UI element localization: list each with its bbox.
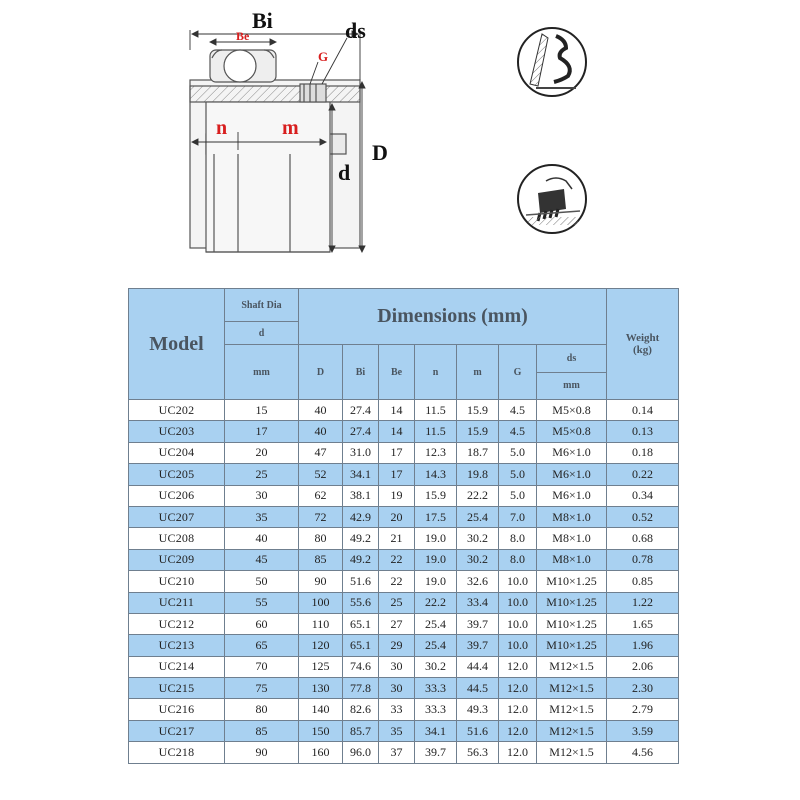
cell-weight: 0.78 xyxy=(607,549,679,570)
cell-m: 56.3 xyxy=(457,742,499,763)
cell-shaft-dia: 40 xyxy=(225,528,299,549)
cell-Be: 33 xyxy=(379,699,415,720)
cell-weight: 2.30 xyxy=(607,678,679,699)
cell-weight: 0.34 xyxy=(607,485,679,506)
cell-weight: 0.22 xyxy=(607,464,679,485)
cell-weight: 1.22 xyxy=(607,592,679,613)
cell-model: UC202 xyxy=(129,400,225,421)
cell-D: 47 xyxy=(299,442,343,463)
label-n: n xyxy=(216,117,228,139)
cell-G: 10.0 xyxy=(499,592,537,613)
cell-model: UC217 xyxy=(129,720,225,741)
cell-Be: 22 xyxy=(379,571,415,592)
cell-G: 12.0 xyxy=(499,678,537,699)
cell-n: 19.0 xyxy=(415,571,457,592)
cell-Bi: 77.8 xyxy=(343,678,379,699)
cell-Bi: 49.2 xyxy=(343,528,379,549)
table-row xyxy=(129,528,679,549)
label-g: G xyxy=(318,49,329,64)
cell-Be: 14 xyxy=(379,400,415,421)
cell-m: 44.4 xyxy=(457,656,499,677)
cell-Be: 22 xyxy=(379,549,415,570)
cell-weight: 3.59 xyxy=(607,720,679,741)
cell-D: 130 xyxy=(299,678,343,699)
cell-shaft-dia: 75 xyxy=(225,678,299,699)
cell-G: 4.5 xyxy=(499,400,537,421)
cell-Bi: 27.4 xyxy=(343,421,379,442)
cell-n: 25.4 xyxy=(415,613,457,634)
seal-detail-bottom-icon xyxy=(516,163,588,235)
cell-D: 52 xyxy=(299,464,343,485)
cell-m: 44.5 xyxy=(457,678,499,699)
cell-m: 30.2 xyxy=(457,528,499,549)
cell-ds: M10×1.25 xyxy=(537,613,607,634)
cell-weight: 1.65 xyxy=(607,613,679,634)
cell-shaft-dia: 55 xyxy=(225,592,299,613)
cell-Bi: 31.0 xyxy=(343,442,379,463)
cell-Be: 14 xyxy=(379,421,415,442)
cell-Be: 25 xyxy=(379,592,415,613)
cell-Be: 17 xyxy=(379,442,415,463)
table-row xyxy=(129,592,679,613)
cell-weight: 2.06 xyxy=(607,656,679,677)
label-d-shaft: d xyxy=(338,160,351,185)
cell-shaft-dia: 20 xyxy=(225,442,299,463)
cell-G: 10.0 xyxy=(499,571,537,592)
cell-G: 12.0 xyxy=(499,720,537,741)
header-col-Bi: Bi xyxy=(343,345,379,400)
cell-weight: 0.68 xyxy=(607,528,679,549)
cell-Bi: 38.1 xyxy=(343,485,379,506)
cell-Be: 27 xyxy=(379,613,415,634)
cell-m: 22.2 xyxy=(457,485,499,506)
cell-D: 160 xyxy=(299,742,343,763)
cell-Bi: 55.6 xyxy=(343,592,379,613)
cell-model: UC215 xyxy=(129,678,225,699)
cell-n: 14.3 xyxy=(415,464,457,485)
cell-weight: 0.14 xyxy=(607,400,679,421)
cell-Bi: 27.4 xyxy=(343,400,379,421)
table-row xyxy=(129,742,679,763)
header-col-n: n xyxy=(415,345,457,400)
cell-model: UC211 xyxy=(129,592,225,613)
cell-D: 140 xyxy=(299,699,343,720)
cell-model: UC213 xyxy=(129,635,225,656)
cell-D: 120 xyxy=(299,635,343,656)
cell-n: 12.3 xyxy=(415,442,457,463)
cell-m: 51.6 xyxy=(457,720,499,741)
cell-Be: 37 xyxy=(379,742,415,763)
cell-ds: M12×1.5 xyxy=(537,720,607,741)
cell-n: 25.4 xyxy=(415,635,457,656)
table-row xyxy=(129,506,679,527)
cell-ds: M12×1.5 xyxy=(537,699,607,720)
cell-ds: M8×1.0 xyxy=(537,506,607,527)
header-col-m: m xyxy=(457,345,499,400)
cell-ds: M10×1.25 xyxy=(537,592,607,613)
cell-n: 30.2 xyxy=(415,656,457,677)
cell-Bi: 65.1 xyxy=(343,613,379,634)
header-shaft-dia-symbol: d xyxy=(225,322,299,345)
cell-Bi: 34.1 xyxy=(343,464,379,485)
cell-G: 12.0 xyxy=(499,699,537,720)
cell-shaft-dia: 17 xyxy=(225,421,299,442)
cell-n: 11.5 xyxy=(415,421,457,442)
header-model: Model xyxy=(129,289,225,400)
cell-weight: 0.13 xyxy=(607,421,679,442)
cell-weight: 1.96 xyxy=(607,635,679,656)
cell-model: UC218 xyxy=(129,742,225,763)
table-row xyxy=(129,678,679,699)
cell-G: 8.0 xyxy=(499,528,537,549)
cell-D: 72 xyxy=(299,506,343,527)
cell-m: 39.7 xyxy=(457,613,499,634)
cell-G: 7.0 xyxy=(499,506,537,527)
label-D-outer: D xyxy=(372,140,388,165)
cell-shaft-dia: 60 xyxy=(225,613,299,634)
cell-Bi: 51.6 xyxy=(343,571,379,592)
cell-model: UC207 xyxy=(129,506,225,527)
cell-shaft-dia: 25 xyxy=(225,464,299,485)
table-row xyxy=(129,613,679,634)
cell-G: 5.0 xyxy=(499,464,537,485)
cell-m: 49.3 xyxy=(457,699,499,720)
cell-model: UC210 xyxy=(129,571,225,592)
cell-Be: 19 xyxy=(379,485,415,506)
cell-D: 100 xyxy=(299,592,343,613)
cell-Be: 29 xyxy=(379,635,415,656)
cell-Be: 20 xyxy=(379,506,415,527)
cell-D: 110 xyxy=(299,613,343,634)
header-col-ds-label: ds xyxy=(537,345,606,373)
table-row xyxy=(129,485,679,506)
cell-Bi: 65.1 xyxy=(343,635,379,656)
table-row xyxy=(129,699,679,720)
cell-ds: M6×1.0 xyxy=(537,464,607,485)
cell-ds: M8×1.0 xyxy=(537,528,607,549)
cell-ds: M12×1.5 xyxy=(537,656,607,677)
cell-m: 15.9 xyxy=(457,400,499,421)
cell-model: UC216 xyxy=(129,699,225,720)
cell-model: UC214 xyxy=(129,656,225,677)
cell-G: 12.0 xyxy=(499,656,537,677)
cell-n: 34.1 xyxy=(415,720,457,741)
cell-m: 15.9 xyxy=(457,421,499,442)
header-col-G: G xyxy=(499,345,537,400)
cell-ds: M5×0.8 xyxy=(537,400,607,421)
cell-ds: M5×0.8 xyxy=(537,421,607,442)
cell-m: 25.4 xyxy=(457,506,499,527)
cell-n: 15.9 xyxy=(415,485,457,506)
header-col-ds xyxy=(537,345,607,400)
header-shaft-dia-unit: mm xyxy=(225,345,299,400)
header-col-Be: Be xyxy=(379,345,415,400)
cell-m: 39.7 xyxy=(457,635,499,656)
cell-shaft-dia: 35 xyxy=(225,506,299,527)
cell-G: 8.0 xyxy=(499,549,537,570)
cell-shaft-dia: 30 xyxy=(225,485,299,506)
table-row xyxy=(129,720,679,741)
cell-Bi: 49.2 xyxy=(343,549,379,570)
cell-D: 85 xyxy=(299,549,343,570)
label-be: Be xyxy=(236,29,250,43)
cell-n: 33.3 xyxy=(415,678,457,699)
cell-Bi: 42.9 xyxy=(343,506,379,527)
table-row xyxy=(129,635,679,656)
cell-n: 33.3 xyxy=(415,699,457,720)
cell-Be: 30 xyxy=(379,678,415,699)
cell-shaft-dia: 15 xyxy=(225,400,299,421)
cell-n: 11.5 xyxy=(415,400,457,421)
label-ds: ds xyxy=(345,18,366,43)
cell-ds: M6×1.0 xyxy=(537,442,607,463)
cell-model: UC208 xyxy=(129,528,225,549)
cell-D: 62 xyxy=(299,485,343,506)
cell-D: 80 xyxy=(299,528,343,549)
bearing-section-drawing xyxy=(0,0,800,285)
table-row xyxy=(129,400,679,421)
cell-weight: 0.52 xyxy=(607,506,679,527)
cell-model: UC205 xyxy=(129,464,225,485)
cell-ds: M10×1.25 xyxy=(537,635,607,656)
cell-Bi: 85.7 xyxy=(343,720,379,741)
table-row xyxy=(129,421,679,442)
cell-model: UC206 xyxy=(129,485,225,506)
cell-weight: 4.56 xyxy=(607,742,679,763)
cell-Be: 21 xyxy=(379,528,415,549)
cell-m: 32.6 xyxy=(457,571,499,592)
cell-D: 150 xyxy=(299,720,343,741)
header-weight: Weight (kg) xyxy=(607,289,679,400)
cell-m: 30.2 xyxy=(457,549,499,570)
cell-weight: 2.79 xyxy=(607,699,679,720)
cell-shaft-dia: 90 xyxy=(225,742,299,763)
label-m: m xyxy=(282,117,299,139)
cell-m: 33.4 xyxy=(457,592,499,613)
cell-D: 125 xyxy=(299,656,343,677)
cell-shaft-dia: 65 xyxy=(225,635,299,656)
cell-G: 10.0 xyxy=(499,635,537,656)
cell-D: 40 xyxy=(299,421,343,442)
cell-model: UC203 xyxy=(129,421,225,442)
cell-weight: 0.18 xyxy=(607,442,679,463)
cell-n: 39.7 xyxy=(415,742,457,763)
cell-shaft-dia: 50 xyxy=(225,571,299,592)
cell-G: 5.0 xyxy=(499,485,537,506)
cell-Bi: 82.6 xyxy=(343,699,379,720)
cell-shaft-dia: 45 xyxy=(225,549,299,570)
cell-G: 12.0 xyxy=(499,742,537,763)
header-col-D: D xyxy=(299,345,343,400)
header-col-ds-unit: mm xyxy=(563,380,580,391)
cell-n: 19.0 xyxy=(415,528,457,549)
cell-weight: 0.85 xyxy=(607,571,679,592)
cell-ds: M6×1.0 xyxy=(537,485,607,506)
cell-model: UC212 xyxy=(129,613,225,634)
cell-D: 40 xyxy=(299,400,343,421)
cell-Bi: 74.6 xyxy=(343,656,379,677)
cell-shaft-dia: 85 xyxy=(225,720,299,741)
table-row xyxy=(129,442,679,463)
cell-Be: 35 xyxy=(379,720,415,741)
cell-n: 19.0 xyxy=(415,549,457,570)
bearing-spec-table xyxy=(128,288,679,764)
cell-D: 90 xyxy=(299,571,343,592)
table-row xyxy=(129,549,679,570)
cell-n: 22.2 xyxy=(415,592,457,613)
cell-Bi: 96.0 xyxy=(343,742,379,763)
cell-G: 5.0 xyxy=(499,442,537,463)
table-row xyxy=(129,656,679,677)
cell-ds: M12×1.5 xyxy=(537,742,607,763)
header-dimensions: Dimensions (mm) xyxy=(299,289,607,345)
cell-G: 4.5 xyxy=(499,421,537,442)
table-row xyxy=(129,464,679,485)
cell-G: 10.0 xyxy=(499,613,537,634)
header-shaft-dia: Shaft Dia xyxy=(225,289,299,322)
cell-m: 19.8 xyxy=(457,464,499,485)
cell-ds: M12×1.5 xyxy=(537,678,607,699)
cell-shaft-dia: 70 xyxy=(225,656,299,677)
cell-ds: M8×1.0 xyxy=(537,549,607,570)
cell-n: 17.5 xyxy=(415,506,457,527)
cell-m: 18.7 xyxy=(457,442,499,463)
label-bi: Bi xyxy=(252,8,273,33)
cell-model: UC209 xyxy=(129,549,225,570)
table-row xyxy=(129,571,679,592)
cell-Be: 30 xyxy=(379,656,415,677)
cell-ds: M10×1.25 xyxy=(537,571,607,592)
cell-shaft-dia: 80 xyxy=(225,699,299,720)
cell-Be: 17 xyxy=(379,464,415,485)
cell-model: UC204 xyxy=(129,442,225,463)
seal-detail-top-icon xyxy=(516,26,588,98)
